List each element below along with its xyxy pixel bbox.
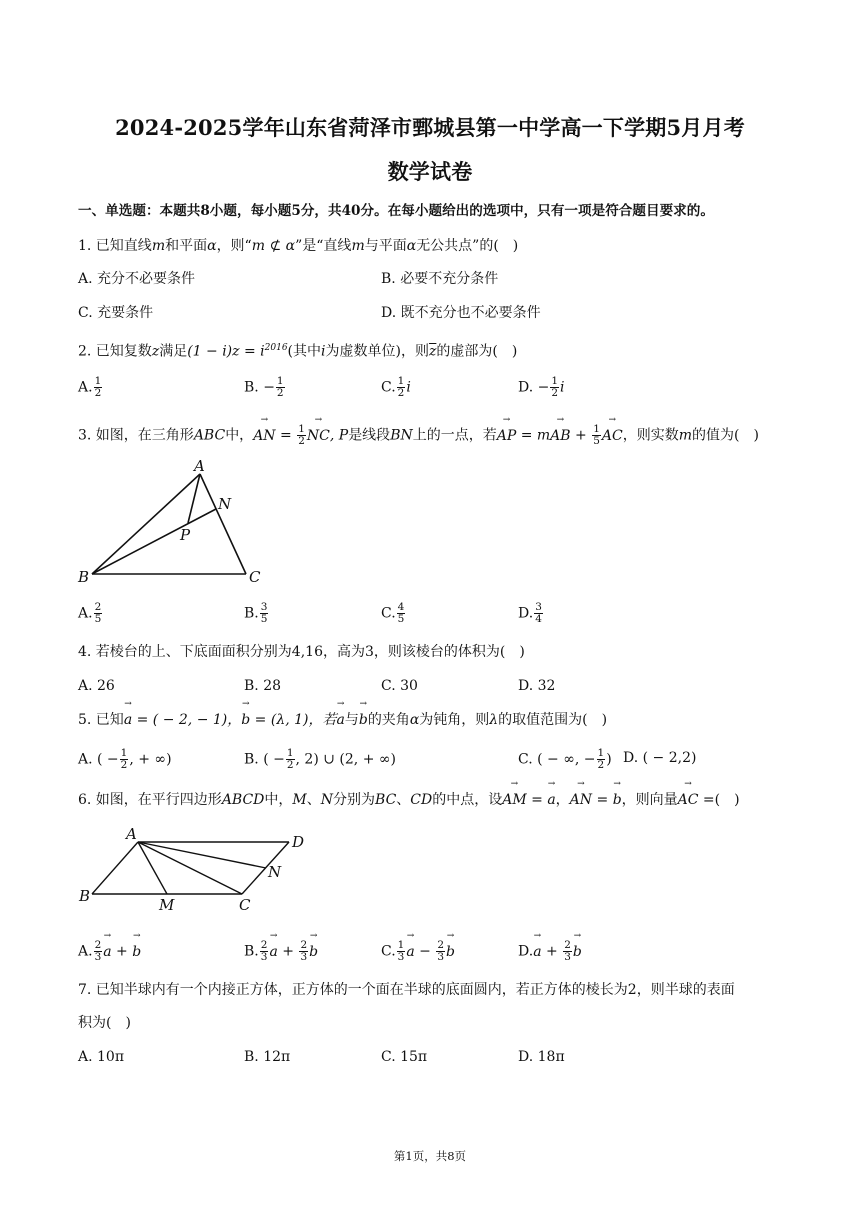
question-5-option-a: A. ( − $\frac{1}{2}$ , + ∞) (78, 747, 172, 771)
question-4-option-a: A. 26 (78, 678, 115, 694)
question-3-option-d: D. $\frac{3}{4}$ (518, 601, 542, 625)
question-4-option-c: C. 30 (381, 678, 418, 694)
label-a: A (194, 457, 205, 475)
question-3-option-b: B. $\frac{3}{5}$ (244, 601, 268, 625)
label-b: B (78, 568, 90, 586)
question-5-option-c: C. ( − ∞, − $\frac{1}{2}$ ) (518, 747, 612, 771)
question-2-option-d: D. − $\frac{1}{2}$ i (518, 375, 565, 399)
section-heading: 一、单选题：本题共8小题，每小题5分，共40分。在每小题给出的选项中，只有一项是符合题目要求的。 (78, 203, 714, 219)
question-4-option-b: B. 28 (244, 678, 282, 694)
triangle-figure (70, 452, 280, 592)
question-1-option-c: C. 充要条件 (78, 305, 154, 321)
label-c: C (239, 896, 251, 914)
question-3-stem: 3. 如图，在三角形ABC中，→ AN = $\frac{1}{2}$ → NC, P是线段BN上的一点，若→ AP = m→ AB + $\frac{1}{5}$ → AC，则实数m的值为( ) (78, 424, 759, 447)
question-3-option-c: C. $\frac{4}{5}$ (381, 601, 405, 625)
label-p: P (180, 526, 191, 544)
label-n: N (268, 863, 282, 881)
exam-subtitle: 数学试卷 (387, 159, 473, 184)
question-6-option-d: D.→ a + $\frac{2}{3}$ → b (518, 940, 582, 963)
question-1-stem: 1. 已知直线m和平面α，则“m ⊄ α”是“直线m与平面α无公共点”的( ) (78, 238, 519, 254)
question-6-option-c: C. $\frac{1}{3}$ → a − $\frac{2}{3}$ → b (381, 940, 455, 963)
question-4-stem: 4. 若棱台的上、下底面面积分别为4,16，高为3，则该棱台的体积为( ) (78, 644, 525, 660)
question-7-stem-line2: 积为( ) (78, 1015, 131, 1031)
question-2-option-b: B. − $\frac{1}{2}$ (244, 375, 284, 399)
question-7-option-d: D. 18π (518, 1049, 565, 1065)
label-d: D (292, 833, 305, 851)
question-5-option-b: B. ( − $\frac{1}{2}$ , 2) ∪ (2, + ∞) (244, 747, 397, 771)
question-2-option-a: A. $\frac{1}{2}$ (78, 375, 102, 399)
question-3-option-a: A. $\frac{2}{5}$ (78, 601, 102, 625)
question-1-option-d: D. 既不充分也不必要条件 (381, 305, 541, 321)
label-b: B (79, 887, 91, 905)
label-n: N (218, 495, 232, 513)
question-7-option-b: B. 12π (244, 1049, 291, 1065)
question-1-option-a: A. 充分不必要条件 (78, 271, 196, 287)
page-footer: 第1页，共8页 (393, 1149, 467, 1163)
exam-title: 2024-2025学年山东省菏泽市鄄城县第一中学高一下学期5月月考 (115, 115, 745, 140)
question-1-option-b: B. 必要不充分条件 (381, 271, 499, 287)
label-m: M (159, 896, 175, 914)
question-7-option-a: A. 10π (78, 1049, 125, 1065)
question-5-option-d: D. ( − 2,2) (623, 750, 697, 766)
question-2-option-c: C. $\frac{1}{2}$ i (381, 375, 411, 399)
question-2-stem: 2. 已知复数z满足$(1 - i)z = i^{2016}$(其中i为虚数单位)，则$\overline{z}$的虚部为( ) (78, 343, 518, 360)
question-4-option-d: D. 32 (518, 678, 556, 694)
question-6-option-b: B. $\frac{2}{3}$ → a + $\frac{2}{3}$ → b (244, 940, 318, 963)
question-5-stem: 5. 已知→ a = ( − 2, − 1)，→ b = (λ, 1)，若→ a与→ b的夹角α为钝角，则λ的取值范围为( ) (78, 710, 607, 730)
question-6-stem: 6. 如图，在平行四边形ABCD中，M、N分别为BC、CD的中点，设→ AM = → a，→ AN = → b，则向量→ AC =( ) (78, 790, 740, 810)
question-6-option-a: A. $\frac{2}{3}$ → a + → b (78, 940, 141, 963)
label-a: A (126, 825, 137, 843)
label-c: C (249, 568, 261, 586)
question-7-stem-line1: 7. 已知半球内有一个内接正方体，正方体的一个面在半球的底面圆内，若正方体的棱长为2，则半球的表面 (78, 982, 735, 998)
question-7-option-c: C. 15π (381, 1049, 428, 1065)
parallelogram-figure (70, 820, 330, 920)
